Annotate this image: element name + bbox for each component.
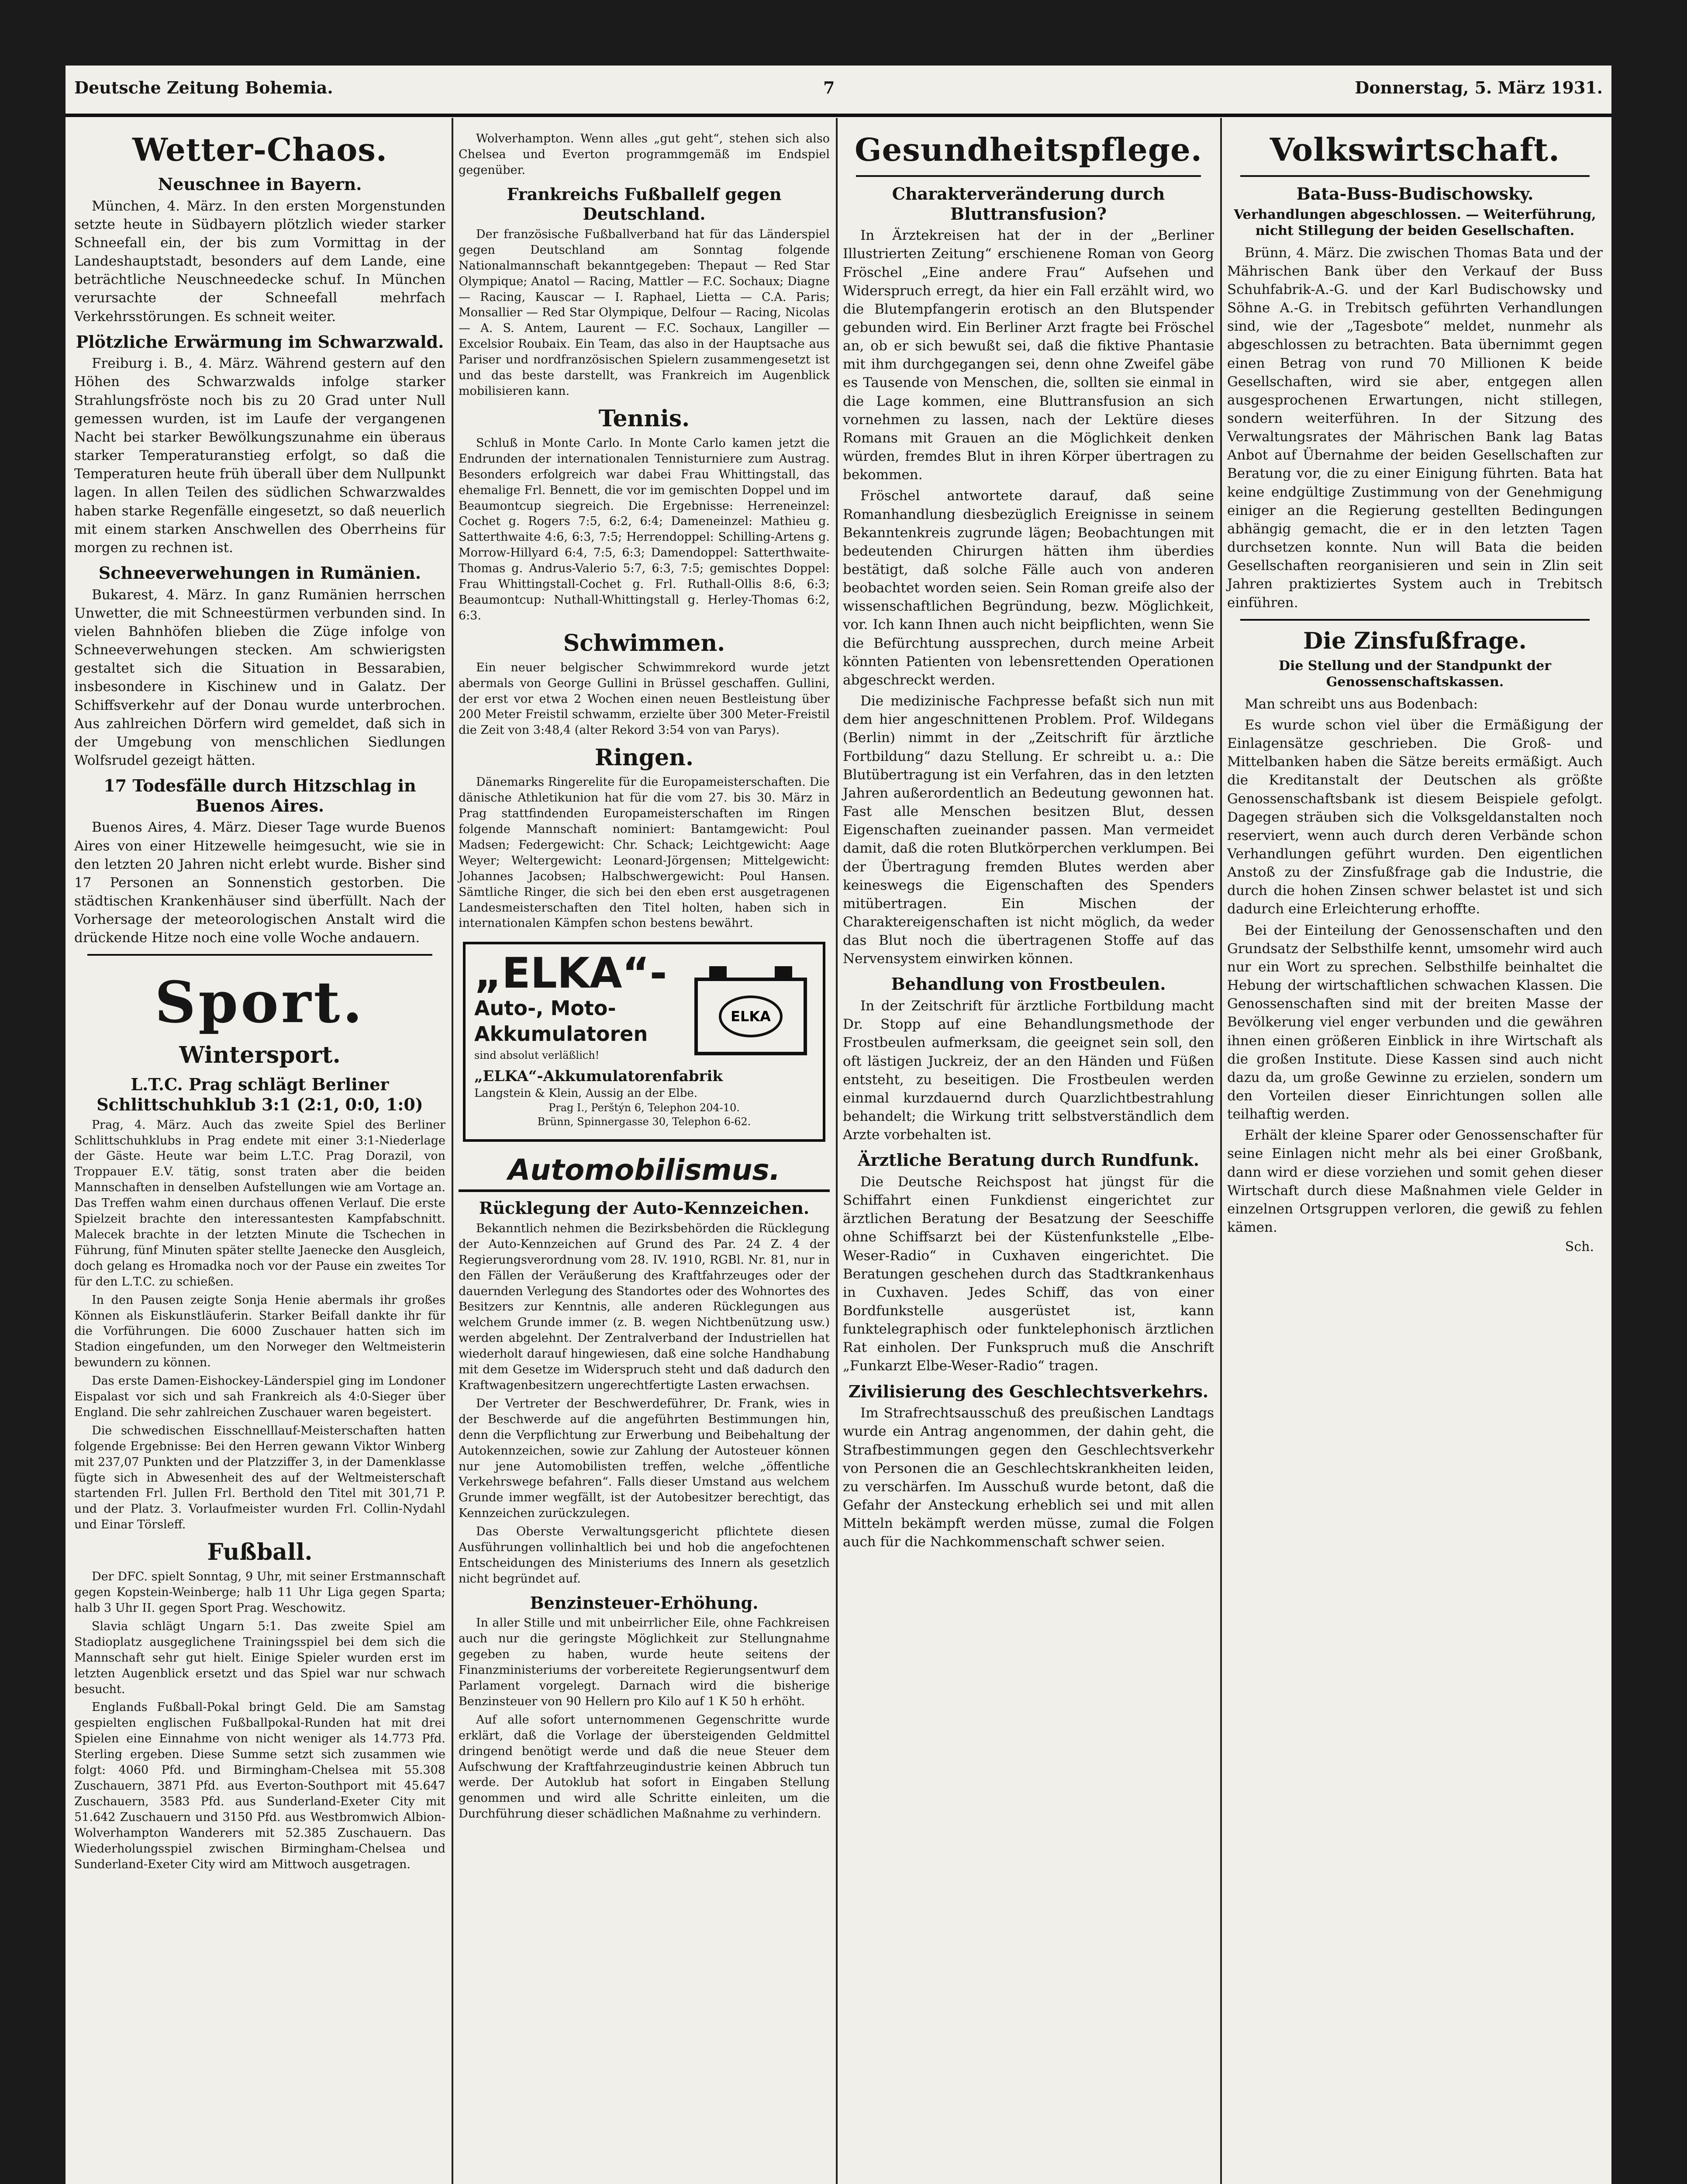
article-subheading: Verhandlungen abgeschlossen. — Weiterführung, nicht Stillegung der beiden Gesellschaften. [1234,207,1596,239]
article-text: Fröschel antwortete darauf, daß seine Romanhandlung diesbezüglich Ereignisse in seinem Bekanntenkreis zugrunde lägen; Beobachtungen mit bedeutenden Chirurgen hätten ihm überdies bestätigt, daß solche Fälle auch von anderen beobachtet worden seien. Sein Roman greife also der wissenschaftlichen Begründung, bezw. Möglichkeit, vor. Ich kann Ihnen auch nicht beipflichten, wenn Sie die Befürchtung aussprechen, durch meine Arbeit könnten Patienten von lebensrettenden Operationen abgeschreckt werden. [843,488,1214,688]
article-heading: Behandlung von Frostbeulen. [891,974,1166,994]
section-title-weather: Wetter-Chaos. [132,131,387,168]
article-text: In Ärztekreisen hat der in der „Berliner Illustrierten Zeitung“ erschienene Roman von Georg Fröschel „Eine andere Frau“ Aufsehen und Widerspruch erregt, da hier ein Fall erzählt wird, wo die Blutempfangerin erotisch an den Blutspender gebunden wird. Ein Berliner Arzt fragte bei Fröschel an, ob er sich bewußt sei, daß die fiktive Phantasie mit ihm durchgegangen sei, denn ohne Zweifel gäbe es Tausende von Menschen, die, sollten sie einmal in die Lage kommen, eine Bluttransfusion an sich vornehmen zu lassen, nach der Lektüre dieses Romans mit Grauen an die Möglichkeit denken würden, fremdes Blut in ihren Körper übertragen zu bekommen. [843,228,1214,483]
article-heading: Neuschnee in Bayern. [158,174,362,194]
article-heading: Rücklegung der Auto-Kennzeichen. [479,1198,810,1218]
article-text: Man schreibt uns aus Bodenbach: [1245,696,1478,712]
article-heading: Die Zinsfußfrage. [1303,627,1527,654]
article-text: Prag, 4. März. Auch das zweite Spiel des Berliner Schlittschuhklubs in Prag endete mit einer 3:1-Niederlage der Gäste. Heute war beim L.T.C. Prag Dorazil, von Troppauer E.V. tätig, sonst traten aber die beiden Mannschaften in denselben Aufstellungen wie am Vortage an. Das Treffen wahm einen durchaus offenen Verlauf. Die erste Spielzeit brachte den interessantesten Kampfabschnitt. Malecek brachte in der letzten Minute die Tschechen in Führung, fünf Minuten später stellte Jaenecke den Ausgleich, doch gelang es Hromadka noch vor der Pause ein zweites Tor für den L.T.C. zu schießen. [74,1118,445,1289]
article-heading: Frankreichs Fußballelf gegen Deutschland. [507,184,782,224]
article-text: In aller Stille und mit unbeirrlicher Eile, ohne Fachkreisen auch nur die geringste Möglichkeit zur Stellungnahme gegeben zu haben, wurde heute seitens der Finanzministeriums der vorbereitete Regierungsentwurf dem Parlament vorgelegt. Darnach wird die bisherige Benzinsteuer von 90 Hellern pro Kilo auf 1 K 50 h erhöht. [459,1616,830,1708]
ad-branch: Prag I., Perštýn 6, Telephon 204-10. [549,1102,740,1114]
divider [1240,175,1590,177]
article-text: Auf alle sofort unternommenen Gegenschritte wurde erklärt, daß die Vorlage der übersteigenden Geldmittel dringend benötigt werde und daß die neue Steuer dem Aufschwung der Kraftfahrzeugindustrie keinen Abbruch tun werde. Der Autoklub hat sofort in Eingaben Stellung genommen und wird alle Schritte einleiten, um die Durchführung dieser schädlichen Maßnahme zu verhindern. [459,1713,830,1821]
article-text: Die Deutsche Reichspost hat jüngst für die Schiffahrt einen Funkdienst eingerichtet zur ärztlichen Beratung der Besatzung der Seeschiffe ohne Schiffsarzt bei der Küstenfunkstelle „Elbe-Weser-Radio“ in Cuxhaven eingerichtet. Die Beratungen geschehen durch das Stadtkrankenhaus in Cuxhaven. Jedes Schiff, das von einer Bordfunkstelle ausgerüstet ist, kann funktelegraphisch oder funktelephonisch ärztlichen Rat einholen. Der Funkspruch muß die Anschrift „Funkarzt Elbe-Weser-Radio“ tragen. [843,1174,1214,1374]
section-title-automobilismus: Automobilismus. [459,1153,830,1192]
battery-illustration [692,962,810,1058]
article-text: Bekanntlich nehmen die Bezirksbehörden die Rücklegung der Auto-Kennzeichen auf Grund des Par. 24 Z. 4 der Regierungsverordnung vom 28. IV. 1910, RGBl. Nr. 81, nur in den Fällen der Veräußerung des Kraftfahrzeuges oder der dauernden Verlegung des Standortes oder des Wohnortes des Besitzers zur Kenntnis, alle anderen Rücklegungen aus welchem Grunde immer (z. B. wegen Nichtbenützung usw.) werden abgelehnt. Der Zentralverband der Industriellen hat wiederholt darauf hingewiesen, daß eine solche Handhabung mit dem Gesetze im Widerspruch steht und daß dadurch den Kraftwagenbesitzern ungerechtfertigte Lasten erwachsen. [459,1221,830,1392]
battery-label: ELKA [731,1008,771,1025]
newspaper-name: Deutsche Zeitung Bohemia. [74,78,333,97]
article-text: In der Zeitschrift für ärztliche Fortbildung macht Dr. Stopp auf eine Behandlungsmethode der Frostbeulen aufmerksam, die geeignet sein soll, den oft lästigen Juckreiz, der an den Händen und Füßen entsteht, zu beseitigen. Die Frostbeulen werden einmal kurzdauernd durch Quarzlichtbestrahlung behandelt; die Wirkung tritt selbstverständlich dem Arzte vorbehalten ist. [843,998,1214,1143]
column-rule [1220,118,1222,2184]
article-text: In den Pausen zeigte Sonja Henie abermals ihr großes Können als Eiskunstläuferin. Starker Beifall dankte ihr für die Vorführungen. Die 6000 Zuschauer hatten sich im Stadion eingefunden, um den Norweger den Weltmeisterin bewundern zu können. [74,1293,445,1370]
elka-advertisement [463,942,825,1142]
article-text: Schluß in Monte Carlo. In Monte Carlo kamen jetzt die Endrunden der internationalen Tennisturniere zum Austrag. Besonders erfolgreich war dabei Frau Whittingstall, das ehemalige Frl. Bennett, die vor im gemischten Doppel und im Beaumontcup siegreich. Die Ergebnisse: Herreneinzel: Cochet g. Rogers 7:5, 6:2, 6:4; Dameneinzel: Mathieu g. Satterthwaite 4:6, 6:3, 7:5; Herrendoppel: Schilling-Artens g. Morrow-Hillyard 6:4, 7:5, 6:3; Damendoppel: Satterthwaite-Thomas g. Andrus-Valerio 5:7, 6:3, 7:5; gemischtes Doppel: Frau Whittingstall-Cochet g. Frl. Ruthall-Ollis 8:6, 6:3; Beaumontcup: Nuthall-Whittingstall g. Herley-Thomas 6:2, 6:3. [459,436,830,622]
section-title-economy: Volkswirtschaft. [1270,131,1560,168]
article-text: Der DFC. spielt Sonntag, 9 Uhr, mit seiner Erstmannschaft gegen Kopstein-Weinberge; halb 11 Uhr Liga gegen Sparta; halb 3 Uhr II. gegen Sport Prag. Weschowitz. [74,1570,445,1615]
article-heading: Benzinsteuer-Erhöhung. [530,1593,759,1613]
ad-brand: „ELKA“- [474,949,667,998]
subsection-title-tennis: Tennis. [598,405,690,432]
divider [87,954,432,956]
article-heading: L.T.C. Prag schlägt Berliner Schlittschuhklub 3:1 (2:1, 0:0, 1:0) [97,1075,423,1115]
article-text: Das Oberste Verwaltungsgericht pflichtete diesen Ausführungen vollinhaltlich bei und hob die angefochtenen Entscheidungen des Ministeriums des Innern als gesetzlich nicht begründet auf. [459,1525,830,1586]
article-heading: Bata-Buss-Budischowsky. [1296,184,1534,204]
column-sport-auto [454,131,834,2184]
divider [856,175,1201,177]
article-text: Erhält der kleine Sparer oder Genossenschafter für seine Einlagen nicht mehr als bei einer Großbank, dann wird er diese vorziehen und somit gehen dieser Wirtschaft durch diese Maßnahmen viele Gelder in einzelnen Ortsgruppen verloren, die gewiß zu fehlen kämen. [1227,1127,1603,1236]
article-text: Slavia schlägt Ungarn 5:1. Das zweite Spiel am Stadioplatz ausgeglichene Trainingsspiel bei dem sich die Mannschaft sehr gut hielt. Einige Spieler wurden erst im letzten Augenblick ersetzt und das Spiel war nur schwach besucht. [74,1619,445,1696]
ad-company: „ELKA“-Akkumulatorenfabrik [474,1068,723,1085]
article-text: München, 4. März. In den ersten Morgenstunden setzte heute in Südbayern plötzlich wieder starker Schneefall ein, der bis zum Vormittag in der Landeshauptstadt, besonders auf dem Lande, eine beträchtliche Neuschneedecke schuf. In München verursachte der Schneefall mehrfach Verkehrsstörungen. Es schneit weiter. [74,198,445,325]
issue-date: Donnerstag, 5. März 1931. [1355,78,1603,97]
subsection-title-schwimmen: Schwimmen. [563,629,725,657]
article-text: Buenos Aires, 4. März. Dieser Tage wurde Buenos Aires von einer Hitzewelle heimgesucht, wie sie in den letzten 20 Jahren nicht erlebt wurde. Bisher sind 17 Personen an Sonnenstich gestorben. Die städtischen Krankenhäuser sind überfüllt. Nach der Vorhersage der meteorologischen Anstalt wird die drückende Hitze noch eine volle Woche andauern. [74,819,445,946]
article-text: Es wurde schon viel über die Ermäßigung der Einlagensätze geschrieben. Die Groß- und Mittelbanken haben die Sätze bereits ermäßigt. Auch die Kreditanstalt der Deutschen als größte Genossenschaftsbank ist diesem Beispiele gefolgt. Dagegen sträuben sich die Volksgeldanstalten noch reserviert, wenn auch durch deren Verbände schon Verhandlungen geführt wurden. Den eigentlichen Anstoß zu der Zinsfußfrage gab die Industrie, die durch die hohen Zinsen schwer belastet ist und sich dadurch eine Erleichterung erhoffte. [1227,717,1603,917]
article-heading: Charakterveränderung durch Bluttransfusion? [892,184,1165,224]
author-signature: Sch. [1565,1239,1594,1255]
newspaper-page [66,66,1611,2184]
subsection-title-ringen: Ringen. [594,744,694,771]
section-title-health: Gesundheitspflege. [855,131,1202,168]
article-text: Der Vertreter der Beschwerdeführer, Dr. Frank, wies in der Beschwerde auf die angeführten Bestimmungen hin, denn die Verpflichtung zur Erwerbung und Beibehaltung der Autokennzeichen, sowie zur Zahlung der Autosteuer können nur jene Automobilisten treffen, welche „öffentliche Verkehrswege befahren“. Falls dieser Umstand aus welchem Grunde immer wegfällt, ist der Autobesitzer berechtigt, das Kennzeichen zurückzulegen. [459,1396,830,1521]
article-text: Ein neuer belgischer Schwimmrekord wurde jetzt abermals von George Gullini in Brüssel geschaffen. Gullini, der erst vor etwa 2 Wochen einen neuen Bestleistung über 200 Meter Freistil schwamm, erzielte über 300 Meter-Freistil die Zeit von 3:48,4 (alter Rekord 3:54 von van Parys). [459,660,830,737]
section-title-sport: Sport. [155,969,365,1036]
running-header [66,66,1611,117]
page-number: 7 [823,78,835,97]
ad-address: Langstein & Klein, Aussig an der Elbe. [474,1087,698,1100]
article-text: Brünn, 4. März. Die zwischen Thomas Bata und der Mährischen Bank über den Verkauf der Buss Schuhfabrik-A.-G. und der Karl Budischowsky und Söhne A.-G. in Trebitsch geführten Verhandlungen sind, wie der „Tagesbote“ meldet, nunmehr als abgeschlossen zu betrachten. Bata übernimmt gegen einen Betrag von rund 70 Millionen K beide Gesellschaften, wird sie aber, entgegen allen ausgesprochenen Erwartungen, nicht stillegen, sondern weiterführen. In der Sitzung des Verwaltungsrates der Mährischen Bank lag Batas Anbot auf Übernahme der beiden Gesellschaften zur Beratung vor, die zu einer Einigung führten. Bata hat keine endgültige Zustimmung von der Genehmigung einiger an die Regierung gestellten Bedingungen abhängig gemacht, die er in den letzten Tagen durchsetzen konnte. Nun will Bata die beiden Gesellschaften reorganisieren und sein in Zlin seit Jahren praktiziertes System auch in Trebitsch einführen. [1227,245,1603,611]
ad-product-line: Akkumulatoren [474,1022,648,1046]
column-economy [1223,131,1607,2184]
article-text: Das erste Damen-Eishockey-Länderspiel ging im Londoner Eispalast vor sich und sah Frankreich als 4:0-Sieger über England. Die sehr zahlreichen Zuschauer waren begeistert. [74,1374,445,1419]
article-text: Englands Fußball-Pokal bringt Geld. Die am Samstag gespielten englischen Fußballpokal-Runden hat mit drei Spielen eine Einnahme von nicht weniger als 14.773 Pfd. Sterling ergeben. Diese Summe setzt sich zusammen wie folgt: 4060 Pfd. und Birmingham-Chelsea mit 55.308 Zuschauern, 3871 Pfd. aus Everton-Southport mit 45.647 Zuschauern, 3583 Pfd. aus Sunderland-Exeter City mit 51.642 Zuschauern und 3150 Pfd. aus Westbromwich Albion-Wolverhampton Wanderers mit 52.385 Zuschauern. Das Wiederholungsspiel zwischen Birmingham-Chelsea und Sunderland-Exeter City wird am Mittwoch ausgetragen. [74,1700,445,1871]
article-subheading: Die Stellung und der Standpunkt der Genossenschaftskassen. [1278,658,1552,690]
article-heading: Ärztliche Beratung durch Rundfunk. [857,1150,1199,1170]
article-heading: Zivilisierung des Geschlechtsverkehrs. [848,1381,1209,1401]
ad-branch: Brünn, Spinnergasse 30, Telephon 6-62. [537,1116,751,1128]
article-text: Bei der Einteilung der Genossenschaften und den Grundsatz der Selbsthilfe kennt, umsomehr wird auch nur ein Wort zu sprechen. Selbsthilfe beinhaltet die Hebung der wirtschaftlichen schwachen Klassen. Die Genossenschaften sind mit der breiten Masse der Bevölkerung viel enger verbunden und die gewähren ihnen einen größeren Einblick in ihre Wirtschaft als die großen Institute. Diese Kassen sind auch nicht dazu da, um große Gewinne zu erzielen, sondern um den Vorteilen dieser Einrichtungen sollen alle teilhaftig werden. [1227,922,1603,1123]
article-text: Im Strafrechtsausschuß des preußischen Landtags wurde ein Antrag angenommen, der dahin geht, die Strafbestimmungen gegen den Geschlechtsverkehr von Personen die an Geschlechtskrankheiten leiden, zu verschärfen. Im Ausschuß wurde betont, daß die Gefahr der Ansteckung erheblich sei und mit allen Mitteln bekämpft werden müsse, zumal die Folgen auch für die Nachkommenschaft schwer seien. [843,1405,1214,1550]
subsection-title-fussball: Fußball. [207,1539,313,1566]
article-text: Die schwedischen Eisschnelllauf-Meisterschaften hatten folgende Ergebnisse: Bei den Herren gewann Viktor Winberg mit 237,07 Punkten und der Platzziffer 3, in der Damenklasse fügte sich in Abwesenheit des auf der Weltmeisterschaft startenden Frl. Jullen Frl. Berthold den Titel mit 301,71 P. und der Platz. 3. Vorlaufmeister wurden Frl. Collin-Nydahl und Einar Törsleff. [74,1424,445,1532]
column-health [838,131,1218,2184]
article-text: Bukarest, 4. März. In ganz Rumänien herrschen Unwetter, die mit Schneestürmen verbunden sind. In vielen Bahnhöfen blieben die Züge infolge von Schneeverwehungen stecken. Am schwierigsten gestaltet sich die Situation in Bessarabien, insbesondere in Kischinew und in Galatz. Der Schiffsverkehr auf der Donau wurde unterbrochen. Aus zahlreichen Dörfern wird gemeldet, daß sich in der Umgebung von menschlichen Siedlungen Wolfsrudel gezeigt hätten. [74,587,445,768]
article-text: Dänemarks Ringerelite für die Europameisterschaften. Die dänische Athletikunion hat für die vom 27. bis 30. März in Prag stattfindenden Europameisterschaften im Ringen folgende Mannschaft nominiert: Bantamgewicht: Poul Madsen; Federgewicht: Chr. Schack; Leichtgewicht: Aage Weyer; Weltergewicht: Leonard-Jörgensen; Mittelgewicht: Johannes Jacobsen; Halbschwergewicht: Poul Hansen. Sämtliche Ringer, die sich bei den eben erst ausgetragenen Landesmeisterschaften den Titel holten, haben sich in internationalen Kämpfen schon bestens bewährt. [459,775,830,930]
column-rule [452,118,453,2184]
article-text: Freiburg i. B., 4. März. Während gestern auf den Höhen des Schwarzwalds infolge starker Strahlungsfröste noch bis zu 20 Grad unter Null gemessen wurden, ist im Laufe der vergangenen Nacht bei starker Bewölkungszunahme ein überaus starker Temperaturanstieg erfolgt, so daß die Temperaturen heute früh überall über dem Nullpunkt lagen. In allen Teilen des südlichen Schwarzwaldes haben starke Regenfälle eingesetzt, so daß neuerlich mit einem starken Anschwellen des Oberrheins für morgen zu rechnen ist. [74,356,445,556]
article-heading: 17 Todesfälle durch Hitzschlag in Buenos Aires. [103,776,416,816]
article-heading: Schneeverwehungen in Rumänien. [98,563,421,583]
column-rule [836,118,838,2184]
divider [1240,619,1590,621]
article-text: Wolverhampton. Wenn alles „gut geht“, stehen sich also Chelsea und Everton programmgemäß im Endspiel gegenüber. [459,132,830,177]
subsection-title-wintersport: Wintersport. [179,1042,341,1069]
column-weather-sport [70,131,450,2184]
ad-product-line: Auto-, Moto- [474,996,616,1020]
article-heading: Plötzliche Erwärmung im Schwarzwald. [76,332,444,352]
article-text: Der französische Fußballverband hat für das Länderspiel gegen Deutschland am Sonntag folgende Nationalmannschaft bekanntgegeben: Thepaut — Red Star Olympique; Anatol — Racing, Mattler — F.C. Sochaux; Diagne — Racing, Kauscar — I. Raphael, Lietta — C.A. Paris; Monsallier — Red Star Olympique, Delfour — Racing, Nicolas — A. S. Antem, Laurent — F.C. Sochaux, Langiller — Excelsior Roubaix. Ein Team, das also in der Hauptsache aus Pariser und nordfranzösischen Spielern zusammengesetzt ist und das beste darstellt, was Frankreich im Augenblick mobilisieren kann. [459,227,830,398]
article-text: Die medizinische Fachpresse befaßt sich nun mit dem hier angeschnittenen Problem. Prof. Wildegans (Berlin) nimmt in der „Zeitschrift für ärztliche Fortbildung“ dazu Stellung. Er schreibt u. a.: Die Blutübertragung ist ein Verfahren, das in den letzten Jahren außerordentlich an Bedeutung gewonnen hat. Fast alle Menschen besitzen Blut, dessen Eigenschaften zueinander passen. Man vermeidet damit, daß die roten Blutkörperchen verklumpen. Bei der Übertragung fremden Blutes werden aber keineswegs die Eigenschaften des Spenders mitübertragen. Ein Mischen der Charaktereigenschaften ist nicht möglich, da weder das Blut noch die übertragenen Stoffe auf das Nervensystem einwirken können. [843,693,1214,967]
ad-slogan: sind absolut verläßlich! [474,1049,600,1062]
